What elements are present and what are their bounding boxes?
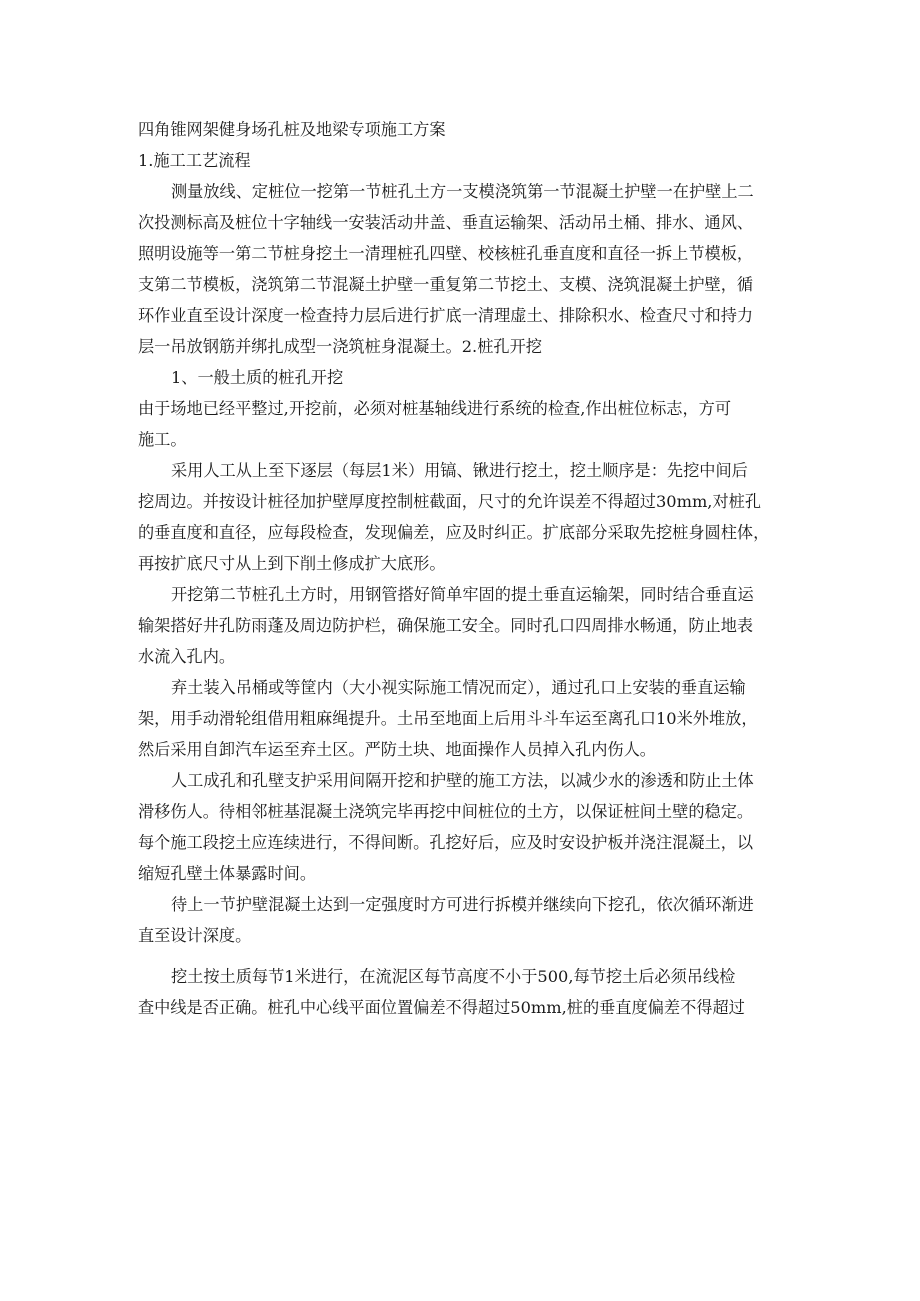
text-line: 环作业直至设计深度一检查持力层后进行扩底一清理虚土、排除积水、检查尺寸和持力 [138,306,754,325]
text-line: 架，用手动滑轮组借用粗麻绳提升。土吊至地面上后用斗斗车运至离孔口10米外堆放， [138,709,758,728]
text-line: 每个施工段挖土应连续进行，不得间断。孔挖好后，应及时安设护板并浇注混凝土，以 [138,833,754,852]
text-line: 待上一节护壁混凝土达到一定强度时方可进行拆模并继续向下挖孔，依次循环渐进 [171,895,754,914]
text-line: 层一吊放钢筋并绑扎成型一浇筑桩身混凝土。2.桩孔开挖 [138,337,542,356]
text-line: 水流入孔内。 [138,647,236,666]
text-line: 输架搭好井孔防雨蓬及周边防护栏，确保施工安全。同时孔口四周排水畅通，防止地表 [138,616,754,635]
text-line: 照明设施等一第二节桩身挖土一清理桩孔四壁、校核桩孔垂直度和直径一拆上节模板， [138,244,754,263]
paragraph-second-section [138,579,793,672]
paragraph-spacer [138,951,793,961]
document-page [138,114,793,1023]
text-line: 缩短孔壁土体暴露时间。 [138,864,317,883]
text-line: 再按扩底尺寸从上到下削土修成扩大底形。 [138,554,446,573]
text-line: 查中线是否正确。桩孔中心线平面位置偏差不得超过50mm,桩的垂直度偏差不得超过 [138,998,745,1017]
text-line: 然后采用自卸汽车运至弃土区。严防土块、地面操作人员掉入孔内伤人。 [138,740,656,759]
text-line: 人工成孔和孔壁支护采用间隔开挖和护壁的施工方法，以减少水的渗透和防止土体 [171,771,754,790]
text-line: 由于场地已经平整过,开挖前，必须对桩基轴线进行系统的检查,作出桩位标志，方可 [138,399,732,418]
text-line: 测量放线、定桩位一挖第一节桩孔土方一支模浇筑第一节混凝土护壁一在护壁上二 [171,182,754,201]
subsection-heading-excavation: 1、一般土质的桩孔开挖 [171,368,344,387]
paragraph-manual-digging [138,455,793,579]
text-line: 直至设计深度。 [138,926,252,945]
paragraph-process-flow [138,176,793,362]
text-line: 采用人工从上至下逐层（每层1米）用镐、锹进行挖土，挖土顺序是：先挖中间后 [171,461,748,480]
paragraph-site-check [138,393,793,455]
text-line: 次投测标高及桩位十字轴线一安装活动井盖、垂直运输架、活动吊土桶、排水、通风、 [138,213,754,232]
paragraph-formwork-removal [138,889,793,951]
text-line: 挖土按土质每节1米进行，在流泥区每节高度不小于500,每节挖土后必须吊线检 [171,967,736,986]
text-line: 滑移伤人。待相邻桩基混凝土浇筑完毕再挖中间桩位的土方，以保证桩间土壁的稳定。 [138,802,754,821]
section-heading-process: 1.施工工艺流程 [138,151,251,170]
text-line: 支第二节模板，浇筑第二节混凝土护壁一重复第二节挖土、支模、浇筑混凝土护壁，循 [138,275,754,294]
text-line: 施工。 [138,430,187,449]
text-line: 弃土装入吊桶或等筐内（大小视实际施工情况而定），通过孔口上安装的垂直运输 [171,678,746,697]
paragraph-spoil-removal [138,672,793,765]
paragraph-depth-control [138,961,793,1023]
text-line: 挖周边。并按设计桩径加护壁厚度控制桩截面，尺寸的允许误差不得超过30mm,对桩孔 [138,492,762,511]
text-line: 的垂直度和直径，应每段检查，发现偏差，应及时纠正。扩底部分采取先挖桩身圆柱体， [138,523,770,542]
document-title: 四角锥网架健身场孔桩及地梁专项施工方案 [138,120,446,139]
text-line: 开挖第二节桩孔土方时，用钢管搭好简单牢固的提土垂直运输架，同时结合垂直运 [171,585,754,604]
paragraph-interval-excavation [138,765,793,889]
